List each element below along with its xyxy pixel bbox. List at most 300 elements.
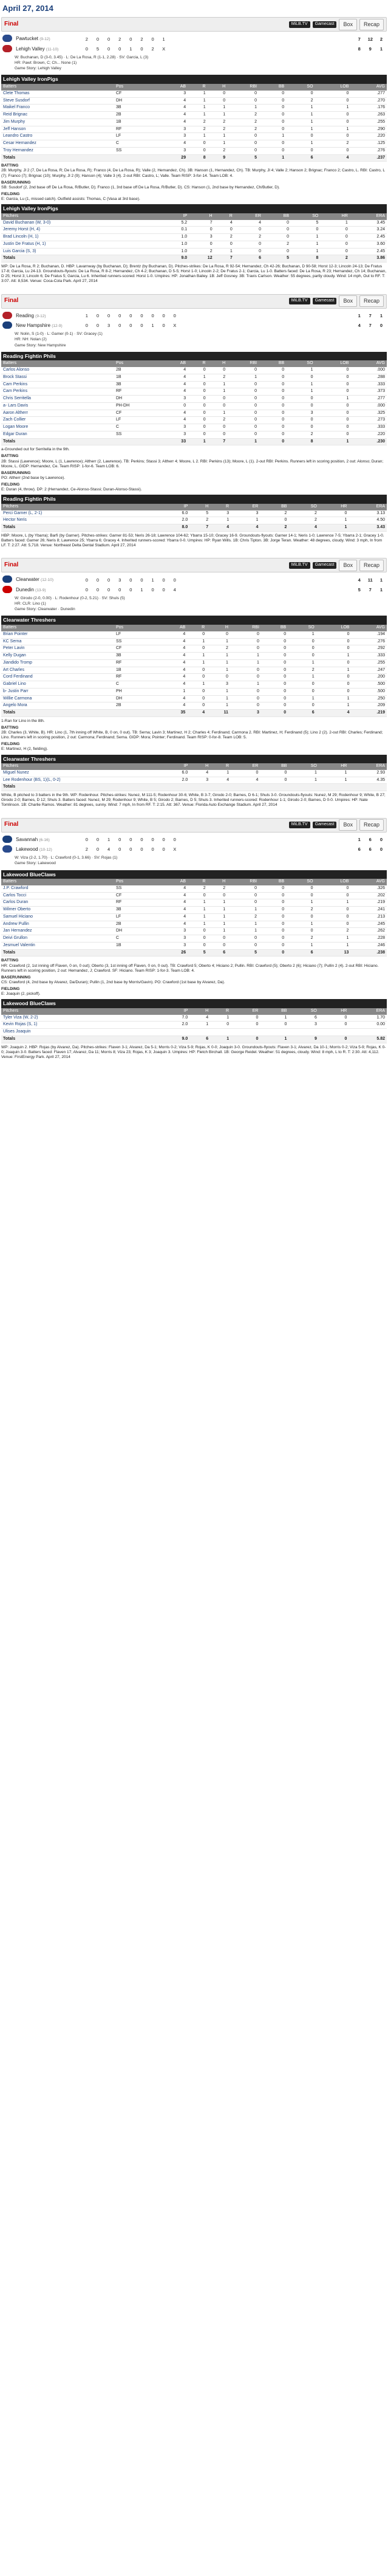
linescore-row <box>1 835 387 845</box>
stat-cell: 0 <box>188 140 208 148</box>
column-header: Pitchers <box>1 213 114 220</box>
player-name-link[interactable]: Edgar Duran <box>1 431 114 438</box>
game-story-link[interactable]: Game Story: New Hampshire <box>15 343 66 348</box>
stat-cell: 0 <box>227 885 259 892</box>
stat-cell: 4 <box>160 638 187 645</box>
player-name-link[interactable]: Miguel Nunez <box>1 770 114 777</box>
inning-score: 0 <box>118 587 121 593</box>
stat-cell: 0 <box>234 241 263 248</box>
runs: 8 <box>358 46 361 52</box>
stat-cell: 0 <box>316 631 352 638</box>
runs: 7 <box>358 36 361 42</box>
recap-tab[interactable]: Recap <box>359 819 384 831</box>
player-name-link[interactable]: Cam Perkins <box>1 381 114 388</box>
player-name-link[interactable]: Jiandido Tromp <box>1 659 114 667</box>
home-runs: HR: CLR: Lino (1) <box>15 602 46 606</box>
errors: 1 <box>379 587 383 593</box>
stat-cell: 5.82 <box>349 1036 387 1043</box>
column-header: IP <box>160 213 189 220</box>
stat-cell: 7.0 <box>160 1015 189 1022</box>
player-name-link[interactable]: Jeremy Horst (H, 4) <box>1 227 114 234</box>
stat-cell: 0 <box>315 374 351 381</box>
column-header: ERA <box>350 213 387 220</box>
game-story-link[interactable]: Game Story: Clearwater · Dunedin <box>15 607 75 612</box>
stat-cell: 2 <box>208 374 228 381</box>
inning-score: 0 <box>129 577 132 583</box>
stat-cell: 1 <box>316 667 352 674</box>
gamecast-button[interactable]: Gamecast <box>313 562 337 569</box>
player-name-link[interactable]: Wilmer Oberto <box>1 907 114 914</box>
player-name-link[interactable]: Gabriel Lino <box>1 681 114 689</box>
player-name-link[interactable]: Kelly Dugan <box>1 653 114 660</box>
stat-cell: 0 <box>208 402 228 410</box>
stat-cell: 0 <box>315 367 351 374</box>
stat-cell: 4 <box>288 524 318 532</box>
game-status: Final <box>4 21 19 27</box>
player-name-link[interactable]: Hector Neris <box>1 517 114 524</box>
stat-cell: 0 <box>315 133 351 140</box>
stat-cell <box>114 777 160 784</box>
game-story-link[interactable]: Game Story: Lakewood <box>15 861 56 866</box>
stat-cell: DH <box>114 97 160 105</box>
player-name-link[interactable]: Reid Brignac <box>1 112 114 119</box>
stat-cell: 0 <box>315 118 351 126</box>
stat-cell: 0 <box>320 241 349 248</box>
inning-score: 0 <box>140 577 143 583</box>
team-name-link[interactable] <box>15 845 81 854</box>
table-row <box>1 645 387 653</box>
stat-cell: 0 <box>230 702 261 710</box>
table-row <box>1 1022 387 1029</box>
player-name-link[interactable]: Deivi Grullon <box>1 935 114 943</box>
stat-cell: 0 <box>316 659 352 667</box>
stat-cell: 5 <box>291 220 320 227</box>
stat-cell <box>288 1029 318 1036</box>
column-header: R <box>214 213 234 220</box>
stat-cell: 1 <box>208 140 228 148</box>
table-row <box>1 140 387 148</box>
stat-cell: 2 <box>263 241 291 248</box>
stat-cell: 4 <box>160 921 188 928</box>
stat-cell <box>114 248 160 255</box>
inning-score: X <box>173 847 177 853</box>
inning-score: 0 <box>107 46 111 52</box>
player-name-link[interactable]: Carlos Alonso <box>1 367 114 374</box>
player-name-link[interactable]: Brock Stassi <box>1 374 114 381</box>
inning-score: 0 <box>96 36 100 42</box>
linescore <box>1 575 387 595</box>
team-name-link[interactable] <box>15 321 81 331</box>
column-header: Pos <box>114 625 160 631</box>
player-name-link[interactable]: Jan Hernandez <box>1 928 114 935</box>
inning-score: 0 <box>107 36 111 42</box>
stat-cell: 0 <box>227 91 259 97</box>
stat-cell: 2.0 <box>160 777 189 784</box>
notes-text: E: Duran (4, throw). DP: 2 (Hernandez, Ce-Alonso-Stassi; Duran-Alonso-Stassi). <box>1 487 142 492</box>
player-name-link[interactable]: Perci Garner (L, 2-1) <box>1 510 114 517</box>
team-logo-cell <box>1 44 15 54</box>
stat-cell: 0 <box>259 431 286 438</box>
stat-cell <box>160 784 189 791</box>
player-name-link[interactable]: Jesmuel Valentin <box>1 942 114 949</box>
stat-cell: 0 <box>208 396 228 403</box>
runs: 5 <box>358 587 361 593</box>
team-logo-icon <box>2 45 12 52</box>
stat-cell: 0 <box>315 91 351 97</box>
column-header: ERA <box>349 1008 387 1015</box>
stat-cell: 2 <box>286 907 315 914</box>
stat-cell: 0 <box>259 892 286 899</box>
player-name-link[interactable]: Leandro Castro <box>1 133 114 140</box>
stat-cell: 0 <box>288 645 316 653</box>
player-name-link[interactable]: Willie Carmona <box>1 695 114 702</box>
stat-cell: 1 <box>227 921 259 928</box>
stat-cell: SS <box>114 885 160 892</box>
stat-cell: 0 <box>315 913 351 921</box>
stat-cell: 3.60 <box>350 241 387 248</box>
milbtv-button[interactable]: MiLB.TV <box>289 21 310 28</box>
player-name-link[interactable]: Steve Susdorf <box>1 97 114 105</box>
milbtv-button[interactable]: MiLB.TV <box>289 562 310 569</box>
stat-cell: 0 <box>315 431 351 438</box>
player-name-link[interactable]: b- Justin Parr <box>1 688 114 695</box>
game-header-actions <box>289 560 384 571</box>
stat-cell: 0 <box>259 374 286 381</box>
notes-heading: BATTING <box>1 958 19 963</box>
player-name-link[interactable]: Brad Lincoln (H, 1) <box>1 234 114 241</box>
box-tab[interactable]: Box <box>339 560 357 571</box>
notes-heading: BASERUNNING <box>1 470 31 475</box>
column-header <box>114 213 160 220</box>
stat-cell <box>189 1029 210 1036</box>
stat-cell: 0 <box>286 147 315 154</box>
inning-score: 2 <box>151 46 154 52</box>
team-name-link[interactable] <box>15 34 81 44</box>
stat-cell: 0 <box>261 645 288 653</box>
player-name-link[interactable]: Cesar Hernandez <box>1 140 114 148</box>
inning-score: 1 <box>107 837 111 842</box>
linescore <box>1 311 387 331</box>
table-row <box>1 681 387 689</box>
player-name-link[interactable]: J.P. Crawford <box>1 885 114 892</box>
player-name-link[interactable]: Carlos Tocci <box>1 892 114 899</box>
inning-score: 1 <box>151 323 154 329</box>
team-name-link[interactable] <box>15 835 81 845</box>
player-name-link[interactable]: Cord Ferdinand <box>1 674 114 681</box>
stat-cell: 6.0 <box>160 770 189 777</box>
inning-score: 0 <box>162 837 165 842</box>
column-header: IP <box>160 763 189 770</box>
stat-cell: 0 <box>231 1036 260 1043</box>
stat-cell: 6 <box>288 1015 318 1022</box>
game-story-link[interactable]: Game Story: Lehigh Valley <box>15 66 61 71</box>
stat-cell: 3 <box>160 126 188 133</box>
player-name-link[interactable]: Tyler Viza (W, 2-2) <box>1 1015 114 1022</box>
box-tab[interactable]: Box <box>339 19 357 30</box>
stat-cell: 1 <box>288 695 316 702</box>
stat-cell: 3.86 <box>350 255 387 263</box>
stat-cell: 1.70 <box>349 1015 387 1022</box>
stat-cell: 3 <box>160 935 188 943</box>
player-name-link[interactable]: Troy Hernandez <box>1 147 114 154</box>
stat-cell: 1 <box>227 374 259 381</box>
stat-cell: 0 <box>286 374 315 381</box>
stat-cell: 1 <box>286 118 315 126</box>
inning-score: 4 <box>107 847 111 853</box>
player-name-link[interactable]: Zach Collier <box>1 417 114 424</box>
player-name-link[interactable]: KC Serna <box>1 638 114 645</box>
batting-table <box>1 360 387 445</box>
table-row <box>1 695 387 702</box>
column-header: BB <box>261 625 288 631</box>
stat-cell: 0 <box>260 1022 288 1029</box>
stat-cell: 0 <box>208 892 228 899</box>
milbtv-button[interactable]: MiLB.TV <box>289 298 310 304</box>
stat-cell: 1 <box>230 659 261 667</box>
column-header: H <box>208 879 228 885</box>
stat-cell: 0 <box>188 892 208 899</box>
gamecast-button[interactable]: Gamecast <box>313 21 337 28</box>
inning-score <box>169 44 180 54</box>
stat-cell: 0 <box>259 91 286 97</box>
column-header: AVG <box>350 879 387 885</box>
stat-cell: 6 <box>286 949 315 957</box>
table-row <box>1 424 387 431</box>
linescore-row <box>1 575 387 585</box>
player-name-link[interactable]: Maikel Franco <box>1 105 114 112</box>
stat-cell <box>114 1015 160 1022</box>
team-logo-cell <box>1 845 15 854</box>
stat-cell: 0 <box>227 381 259 388</box>
hits: 9 <box>369 46 372 52</box>
hits: 7 <box>369 313 372 318</box>
stat-cell <box>210 1029 231 1036</box>
inning-score: X <box>173 323 177 329</box>
linescore <box>1 835 387 855</box>
player-name-link[interactable]: Aaron Altherr <box>1 410 114 417</box>
player-name-link[interactable]: Jeff Hanson <box>1 126 114 133</box>
linescore <box>1 34 387 54</box>
stat-cell: 9 <box>208 154 228 162</box>
player-name-link[interactable]: Angelo Mora <box>1 702 114 710</box>
stat-cell: 1 <box>208 133 228 140</box>
recap-tab[interactable]: Recap <box>359 295 384 307</box>
team-name-link[interactable] <box>15 44 81 54</box>
hits: 7 <box>369 323 372 329</box>
stat-cell: .213 <box>350 913 387 921</box>
stat-cell: 7 <box>189 524 210 532</box>
stat-cell: 0 <box>315 410 351 417</box>
player-name-link[interactable]: Andrew Pullin <box>1 921 114 928</box>
stat-cell: 0 <box>230 645 261 653</box>
decision-pitchers: W: Buchanan, D (3-0, 3.45) · L: De La Rosa, R (1-1, 2.28) · SV: Garcia, L (3) <box>15 55 149 60</box>
stat-cell: 9.0 <box>160 1036 189 1043</box>
team-name-link[interactable] <box>15 311 81 321</box>
batting-section-title: Reading Fightin Phils <box>1 352 387 361</box>
column-header: Batters <box>1 360 114 367</box>
milbtv-button[interactable]: MiLB.TV <box>289 822 310 828</box>
stat-cell <box>114 1029 160 1036</box>
stat-cell: 0 <box>261 681 288 689</box>
team-name-link[interactable] <box>15 575 81 585</box>
stat-cell: 8 <box>286 438 315 445</box>
stat-cell: 4 <box>214 220 234 227</box>
stat-cell: 0 <box>315 921 351 928</box>
notes-heading: FIELDING <box>1 483 20 487</box>
player-name-link[interactable]: Brian Pointer <box>1 631 114 638</box>
notes-text: 2B: Stassi (Lawrence); Moore, L (1, Lawrence); Altherr (2, Lawrence). TB: Perkins; Stassi 3; Altherr 4; Moore, L 2. RBI: Perkins (13); Moore, L (1). 2-out RBI: Perkins. Runners left in scoring position, 2 out: Alonso; Duran; Moore, L. GIDP: Hernandez, Ce. Team RISP: 1-for-6. Team LOB: 6. <box>1 459 384 469</box>
recap-tab[interactable]: Recap <box>359 560 384 571</box>
stat-cell: .000 <box>350 402 387 410</box>
batting-table <box>1 879 387 957</box>
stat-cell: 1 <box>288 631 316 638</box>
stat-cell: 0 <box>260 770 288 777</box>
player-name-link[interactable]: Samuel Hiciano <box>1 913 114 921</box>
player-name-link[interactable]: Luis Garcia (S, 3) <box>1 248 114 255</box>
inning-score: 1 <box>162 36 165 42</box>
player-name-link[interactable]: Chris Serritella <box>1 396 114 403</box>
stat-cell <box>114 438 160 445</box>
stat-cell: 4 <box>160 140 188 148</box>
player-name-link[interactable]: Lee Rodenhour (BS, 1)(L, 0-2) <box>1 777 114 784</box>
column-header: Pitchers <box>1 504 114 510</box>
stat-cell <box>319 784 349 791</box>
stat-cell: 2 <box>206 645 230 653</box>
player-name-link[interactable]: Cam Perkins <box>1 388 114 396</box>
stat-cell: 4 <box>234 220 263 227</box>
inning-score: 0 <box>118 313 121 318</box>
box-tab[interactable]: Box <box>339 295 357 307</box>
team-logo-cell <box>1 34 15 44</box>
player-name-link[interactable]: Peter Lavin <box>1 645 114 653</box>
stat-cell: 4 <box>160 913 188 921</box>
stat-cell: .125 <box>350 140 387 148</box>
table-row <box>1 91 387 97</box>
player-name-link[interactable]: Kevin Rojas (S, 1) <box>1 1022 114 1029</box>
team-name-link[interactable] <box>15 585 81 595</box>
stat-cell: .277 <box>350 396 387 403</box>
stat-cell: 4 <box>160 702 187 710</box>
stat-cell: 0 <box>286 928 315 935</box>
stat-cell: 4 <box>189 770 210 777</box>
player-name-link[interactable]: Logan Moore <box>1 424 114 431</box>
stat-cell: 0 <box>259 913 286 921</box>
stat-cell: 3 <box>286 410 315 417</box>
stat-cell: 0 <box>259 928 286 935</box>
stat-cell: 0 <box>214 227 234 234</box>
stat-cell: 4 <box>315 154 351 162</box>
player-name-link[interactable]: Art Charles <box>1 667 114 674</box>
stat-cell: 3 <box>206 681 230 689</box>
table-row <box>1 396 387 403</box>
stat-cell: C <box>114 424 160 431</box>
pitching-notes: WP: Joaquin 2. HBP: Rojas (by Alvarez, Da). Pitches-strikes: Flaven 3-1; Alvarez, Da 5-1; Morris 0-2; Viza 5-9; Rojas, K 0-0; Joaquin 3-0. Groundouts-flyouts: Flaven 3-1; Alvarez, Da 10-1; Morris 0-2; Viza 5-9; Rojas, K 0-0; Joaquin 3-0. Batters faced: Flaven 17; Alvarez, Da 11; Morris 8; Viza 23; Rojas, K 3; Joaquin 3. Umpires: HP: Fletch Birchall. 1B: George Reidel. Weather: 51 degrees, cloudy. Wind: 8 mph, L to R. T: 2:30. Att: 4,112. Venue: FirstEnergy Park. April 27, 2014 <box>1 1045 386 1059</box>
batting-section-title: Lakewood BlueClaws <box>1 870 387 879</box>
stat-cell: 0 <box>230 631 261 638</box>
stat-cell: 0 <box>261 631 288 638</box>
box-tab[interactable]: Box <box>339 819 357 831</box>
stat-cell <box>114 255 160 263</box>
stat-cell: 0 <box>227 410 259 417</box>
stat-cell: .373 <box>350 388 387 396</box>
linescore-row <box>1 845 387 854</box>
player-name-link[interactable]: Ulises Joaquin <box>1 1029 114 1036</box>
table-row <box>1 417 387 424</box>
stat-cell: 0 <box>208 942 228 949</box>
stat-cell: 0 <box>227 892 259 899</box>
stat-cell: 2 <box>227 126 259 133</box>
stat-cell: 0 <box>319 510 349 517</box>
team-logo-cell <box>1 585 15 595</box>
stat-cell: C <box>114 681 160 689</box>
pitching-table <box>1 504 387 532</box>
stat-cell: 2 <box>288 517 318 524</box>
stat-cell <box>160 1029 189 1036</box>
stat-cell: 0 <box>315 907 351 914</box>
game-header <box>1 17 387 32</box>
stat-cell: 1 <box>188 133 208 140</box>
player-name-link[interactable]: Clete Thomas <box>1 91 114 97</box>
player-name-link[interactable]: Carlos Duran <box>1 899 114 907</box>
pitching-table <box>1 763 387 791</box>
stat-cell: 1 <box>286 367 315 374</box>
table-row <box>1 667 387 674</box>
team-record: (6-16) <box>39 837 50 842</box>
stat-cell: CF <box>114 645 160 653</box>
player-name-link[interactable]: a- Lars Davis <box>1 402 114 410</box>
table-row <box>1 248 387 255</box>
table-row <box>1 97 387 105</box>
totals-row <box>1 949 387 957</box>
recap-tab[interactable]: Recap <box>359 19 384 30</box>
stat-cell: .237 <box>350 154 387 162</box>
hits: 12 <box>367 36 373 42</box>
stat-cell: 3B <box>114 907 160 914</box>
stat-cell: .219 <box>350 899 387 907</box>
stat-cell: 1 <box>286 112 315 119</box>
gamecast-button[interactable]: Gamecast <box>313 822 337 828</box>
stat-cell: .246 <box>350 942 387 949</box>
inning-score: 0 <box>162 587 165 593</box>
stat-cell: 4 <box>210 777 231 784</box>
inning-score: 0 <box>107 313 111 318</box>
inning-score: 0 <box>129 587 132 593</box>
column-header: BB <box>260 504 288 510</box>
team-name: Clearwater <box>16 577 41 583</box>
stat-cell: 0 <box>288 653 316 660</box>
player-name-link[interactable]: Jim Murphy <box>1 118 114 126</box>
inning-score: 0 <box>162 577 165 583</box>
table-row <box>1 431 387 438</box>
team-name: Dunedin <box>16 586 36 592</box>
notes-heading: BASERUNNING <box>1 975 31 980</box>
stat-cell: 0 <box>259 147 286 154</box>
column-header: Pitchers <box>1 1008 114 1015</box>
table-row <box>1 688 387 695</box>
stat-cell: 4 <box>160 892 188 899</box>
stat-cell: 0 <box>261 710 288 717</box>
inning-score: 0 <box>85 837 88 842</box>
stat-cell: 1 <box>188 921 208 928</box>
stat-cell <box>114 220 160 227</box>
player-name-link[interactable]: David Buchanan (W, 3-0) <box>1 220 114 227</box>
stat-cell: 0 <box>316 688 352 695</box>
player-name-link[interactable]: Justin De Fratus (H, 1) <box>1 241 114 248</box>
stat-cell: 0 <box>231 1015 260 1022</box>
stat-cell: 0 <box>234 248 263 255</box>
gamecast-button[interactable]: Gamecast <box>313 298 337 304</box>
stat-cell: 8 <box>188 154 208 162</box>
